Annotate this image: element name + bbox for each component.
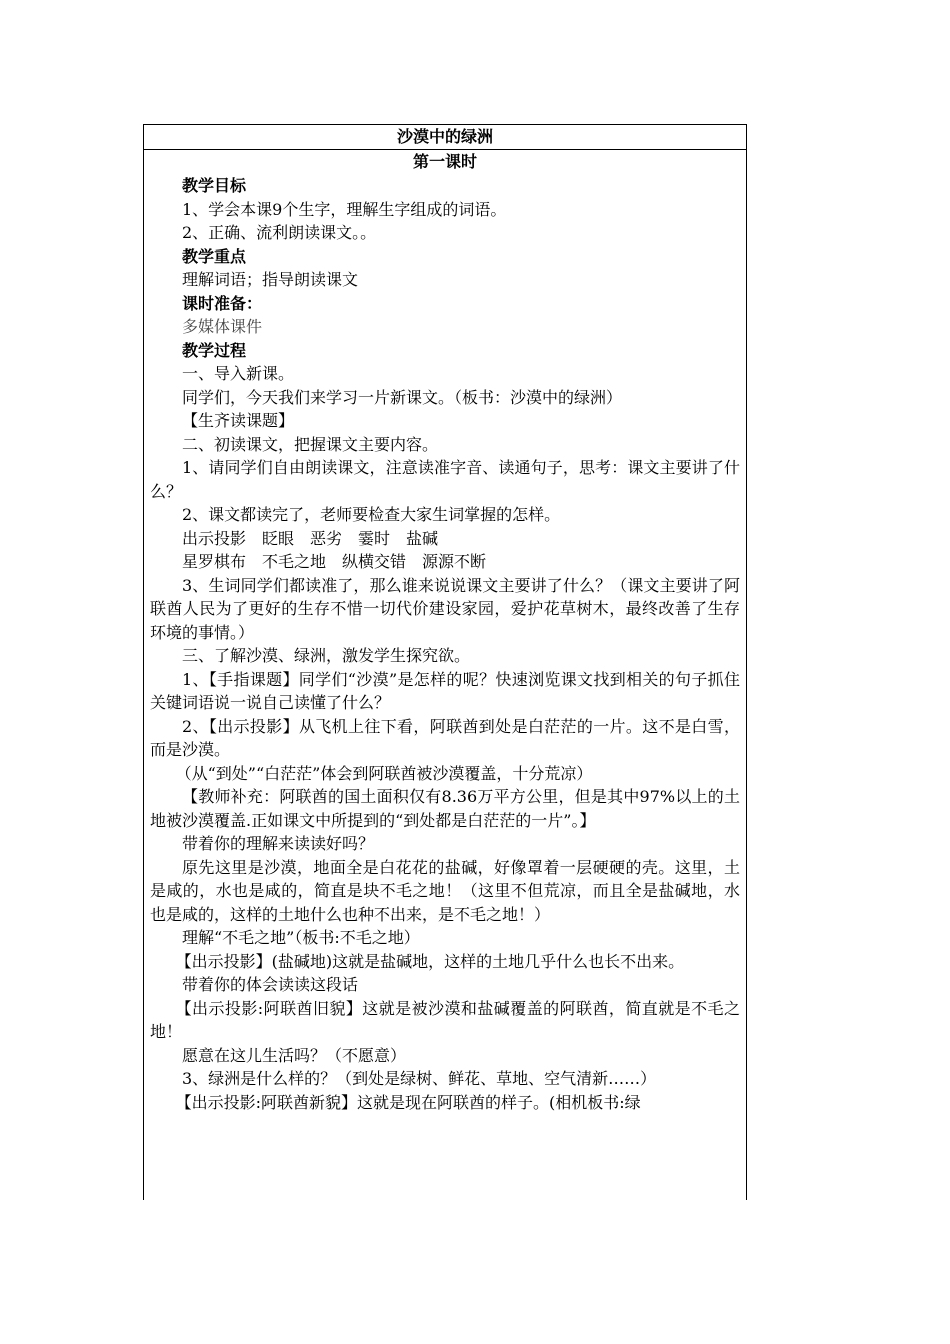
paragraph: 【生齐读课题】 bbox=[182, 411, 295, 430]
lesson-table bbox=[143, 124, 747, 1200]
paragraph: 三、了解沙漠、绿洲，激发学生探究欲。 bbox=[182, 646, 471, 665]
paragraph: 带着你的理解来读读好吗？ bbox=[182, 834, 375, 853]
focus-text: 理解词语；指导朗读课文 bbox=[182, 270, 359, 289]
paragraph: 原先这里是沙漠，地面全是白花花的盐碱，好像罩着一层硬硬的壳。这里，土是咸的，水也是咸的，简直是块不毛之地！（这里不但荒凉，而且全是盐碱地，水也是咸的，这样的土地什么也种不出来，是不毛之地！） bbox=[150, 857, 740, 924]
paragraph: 2、课文都读完了，老师要检查大家生词掌握的怎样。 bbox=[182, 505, 561, 524]
paragraph: 2、【出示投影】从飞机上往下看，阿联酋到处是白茫茫的一片。这不是白雪，而是沙漠。 bbox=[150, 716, 740, 759]
paragraph: 同学们，今天我们来学习一片新课文。（板书：沙漠中的绿洲） bbox=[182, 387, 623, 407]
paragraph: 【出示投影】(盐碱地)这就是盐碱地，这样的土地几乎什么也长不出来。 bbox=[175, 951, 685, 971]
paragraph: 【出示投影:阿联酋旧貌】这就是被沙漠和盐碱覆盖的阿联酋，简直就是不毛之地！ bbox=[150, 998, 740, 1041]
lesson-body bbox=[144, 150, 746, 1114]
paragraph: 带着你的体会读读这段话 bbox=[182, 975, 359, 994]
heading-process: 教学过程 bbox=[182, 340, 247, 360]
paragraph: 1、【手指课题】同学们“沙漠”是怎样的呢？快速浏览课文找到相关的句子抓住关键词语说一说自己读懂了什么？ bbox=[150, 669, 740, 712]
goal-item: 2、正确、流利朗读课文。。 bbox=[182, 223, 377, 242]
heading-prep: 课时准备： bbox=[182, 293, 263, 313]
paragraph: 3、生词同学们都读准了，那么谁来说说课文主要讲了什么？（课文主要讲了阿联酋人民为了更好的生存不惜一切代价建设家园，爱护花草树木，最终改善了生存环境的事情。） bbox=[150, 575, 740, 642]
heading-goals: 教学目标 bbox=[182, 176, 247, 195]
paragraph: 【教师补充：阿联酋的国土面积仅有8.36万平方公里，但是其中97%以上的土地被沙漠覆盖.正如课文中所提到的“到处都是白茫茫的一片”。】 bbox=[150, 787, 740, 830]
paragraph: 理解“不毛之地”（板书:不毛之地） bbox=[182, 928, 420, 947]
paragraph: （从“到处”“白茫茫”体会到阿联酋被沙漠覆盖，十分荒凉） bbox=[175, 763, 593, 783]
paragraph: 【出示投影:阿联酋新貌】这就是现在阿联酋的样子。(相机板书:绿 bbox=[175, 1092, 641, 1112]
paragraph: 一、导入新课。 bbox=[182, 364, 295, 383]
lesson-subtitle: 第一课时 bbox=[412, 152, 477, 171]
paragraph: 二、初读课文，把握课文主要内容。 bbox=[182, 434, 439, 454]
vocab-line: 星罗棋布 不毛之地 纵横交错 源源不断 bbox=[182, 552, 487, 571]
heading-focus: 教学重点 bbox=[182, 246, 247, 266]
document-title: 沙漠中的绿洲 bbox=[144, 125, 746, 150]
paragraph: 1、请同学们自由朗读课文，注意读准字音、读通句子，思考：课文主要讲了什么？ bbox=[150, 458, 740, 501]
paragraph: 3、绿洲是什么样的？（到处是绿树、鲜花、草地、空气清新……） bbox=[182, 1069, 657, 1088]
goal-item: 1、学会本课9个生字，理解生字组成的词语。 bbox=[182, 199, 507, 219]
paragraph: 愿意在这儿生活吗？（不愿意） bbox=[182, 1045, 407, 1065]
vocab-line: 出示投影 眨眼 恶劣 霎时 盐碱 bbox=[182, 528, 439, 548]
prep-text: 多媒体课件 bbox=[182, 317, 263, 336]
